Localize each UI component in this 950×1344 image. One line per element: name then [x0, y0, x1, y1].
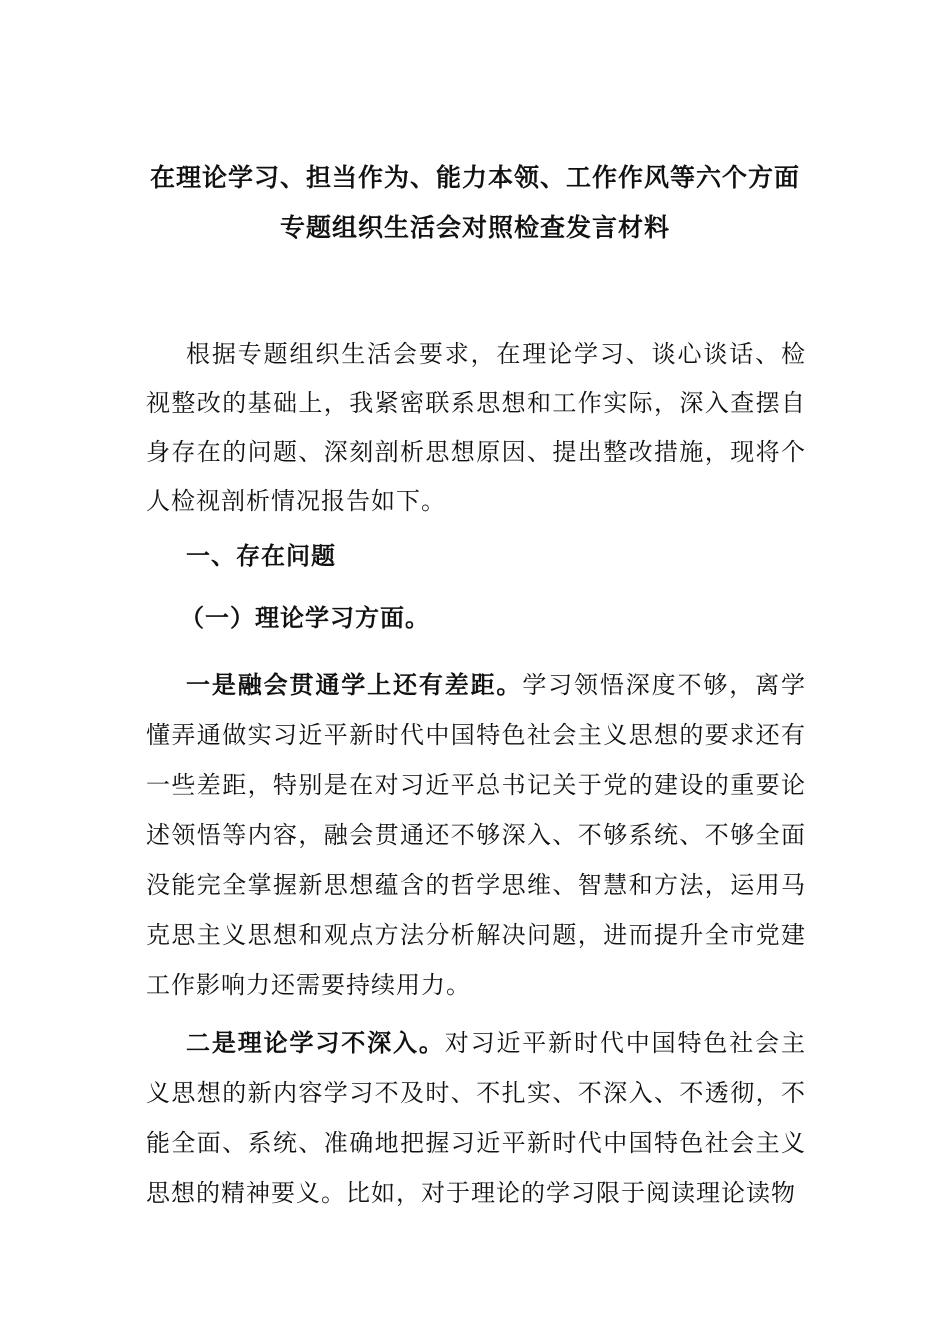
paragraph-1 — [146, 660, 806, 1010]
paragraph-2-lead: 二是理论学习不深入。 — [186, 1028, 445, 1057]
document-title-line-1: 在理论学习、担当作为、能力本领、工作作风等六个方面 — [149, 163, 800, 192]
document-title-line-2: 专题组织生活会对照检查发言材料 — [279, 213, 670, 242]
subsection-heading-theory-study: （一）理论学习方面。 — [180, 603, 430, 632]
paragraph-1-body: 学习领悟深度不够，离学懂弄通做实习近平新时代中国特色社会主义思想的要求还有一些差距，特别是在对习近平总书记关于党的建设的重要论述领悟等内容，融会贯通还不够深入、不够系统、不够全面没能完全掌握新思想蕴含的哲学思维、智慧和方法，运用马克思主义思想和观点方法分析解决问题，进而提升全市党建工作影响力还需要持续用力。 — [146, 671, 807, 999]
paragraph-2-body: 对习近平新时代中国特色社会主义思想的新内容学习不及时、不扎实、不深入、不透彻，不能全面、系统、准确地把握习近平新时代中国特色社会主义思想的精神要义。比如，对于理论的学习限于阅读理论读物 — [146, 1029, 807, 1207]
section-heading-problems: 一、存在问题 — [186, 541, 336, 570]
paragraph-2 — [146, 1018, 806, 1218]
paragraph-1-lead: 一是融会贯通学上还有差距。 — [186, 670, 523, 699]
intro-paragraph: 根据专题组织生活会要求，在理论学习、谈心谈话、检视整改的基础上，我紧密联系思想和工作实际，深入查摆自身存在的问题、深刻剖析思想原因、提出整改措施，现将个人检视剖析情况报告如下。 — [146, 340, 806, 515]
